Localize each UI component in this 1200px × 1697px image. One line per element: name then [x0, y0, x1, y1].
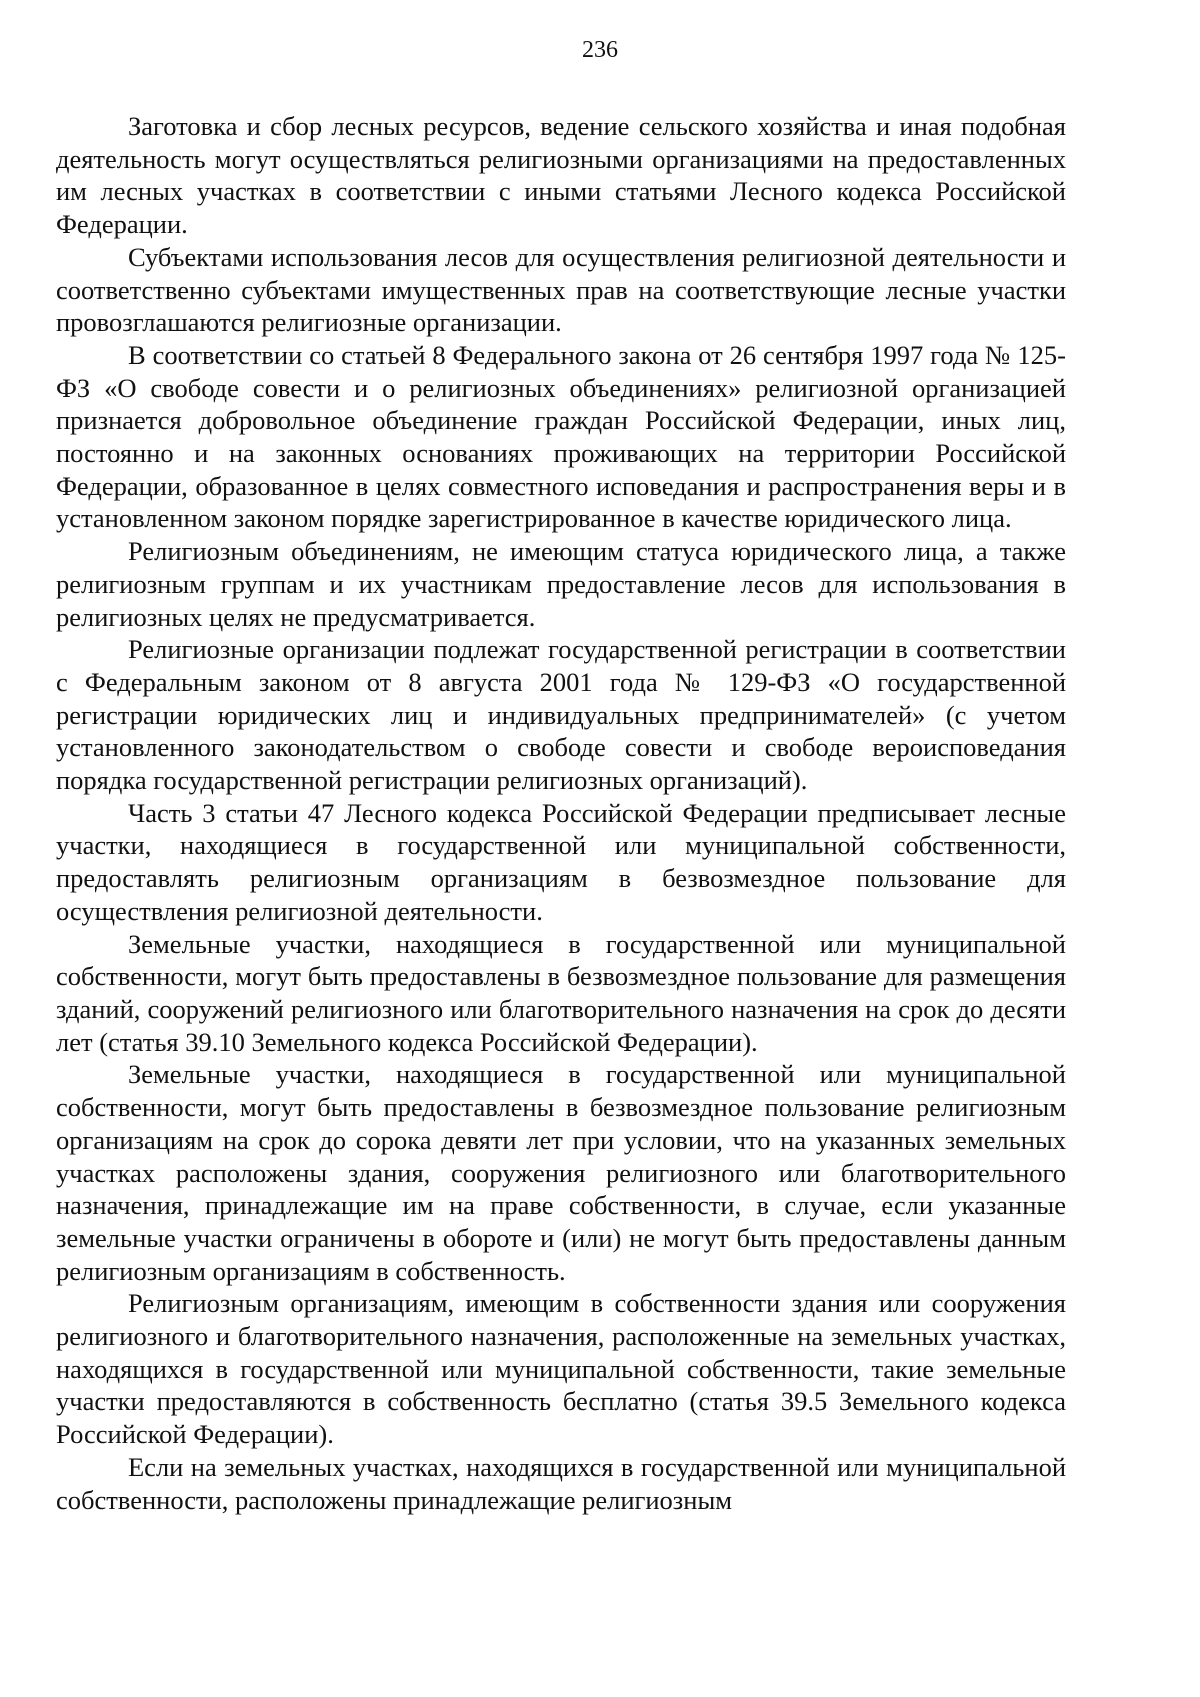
paragraph: Земельные участки, находящиеся в государственной или муниципальной собственности, могут быть предоставлены в безвозмездное пользование религиозным организациям на срок до сорока девяти лет при условии, что на указанных земельных участках расположены здания, сооружения религиозного или благотворительного назначения, принадлежащие им на праве собственности, в случае, если указанные земельные участки ограничены в обороте и (или) не могут быть предоставлены данным религиозным организациям в собственность.: [56, 1059, 1066, 1286]
paragraph: Религиозным объединениям, не имеющим статуса юридического лица, а также религиозным группам и их участникам предоставление лесов для использования в религиозных целях не предусматривается.: [56, 536, 1066, 632]
paragraph: Заготовка и сбор лесных ресурсов, ведение сельского хозяйства и иная подобная деятельность могут осуществляться религиозными организациями на предоставленных им лесных участках в соответствии с иными статьями Лесного кодекса Российской Федерации.: [56, 111, 1066, 240]
body-text: [56, 110, 1066, 1516]
page-number: 236: [582, 37, 618, 63]
paragraph: Часть 3 статьи 47 Лесного кодекса Российской Федерации предписывает лесные участки, находящиеся в государственной или муниципальной собственности, предоставлять религиозным организациям в безвозмездное пользование для осуществления религиозной деятельности.: [56, 797, 1066, 926]
paragraph: Религиозные организации подлежат государственной регистрации в соответствии с Федеральным законом от 8 августа 2001 года № 129-ФЗ «О государственной регистрации юридических лиц и индивидуальных предпринимателей» (с учетом установленного законодательством о свободе совести и свободе вероисповедания порядка государственной регистрации религиозных организаций).: [56, 634, 1066, 796]
paragraph: В соответствии со статьей 8 Федерального закона от 26 сентября 1997 года № 125-ФЗ «О свободе совести и о религиозных объединениях» религиозной организацией признается добровольное объединение граждан Российской Федерации, иных лиц, постоянно и на законных основаниях проживающих на территории Российской Федерации, образованное в целях совместного исповедания и распространения веры и в установленном законом порядке зарегистрированное в качестве юридического лица.: [56, 339, 1066, 534]
paragraph: Если на земельных участках, находящихся в государственной или муниципальной собственности, расположены принадлежащие религиозным: [56, 1451, 1066, 1515]
paragraph: Субъектами использования лесов для осуществления религиозной деятельности и соответственно субъектами имущественных прав на соответствующие лесные участки провозглашаются религиозные организации.: [56, 241, 1066, 338]
paragraph: Земельные участки, находящиеся в государственной или муниципальной собственности, могут быть предоставлены в безвозмездное пользование для размещения зданий, сооружений религиозного или благотворительного назначения на срок до десяти лет (статья 39.10 Земельного кодекса Российской Федерации).: [56, 928, 1066, 1057]
paragraph: Религиозным организациям, имеющим в собственности здания или сооружения религиозного и благотворительного назначения, расположенные на земельных участках, находящихся в государственной или муниципальной собственности, такие земельные участки предоставляются в собственность бесплатно (статья 39.5 Земельного кодекса Российской Федерации).: [56, 1288, 1066, 1450]
